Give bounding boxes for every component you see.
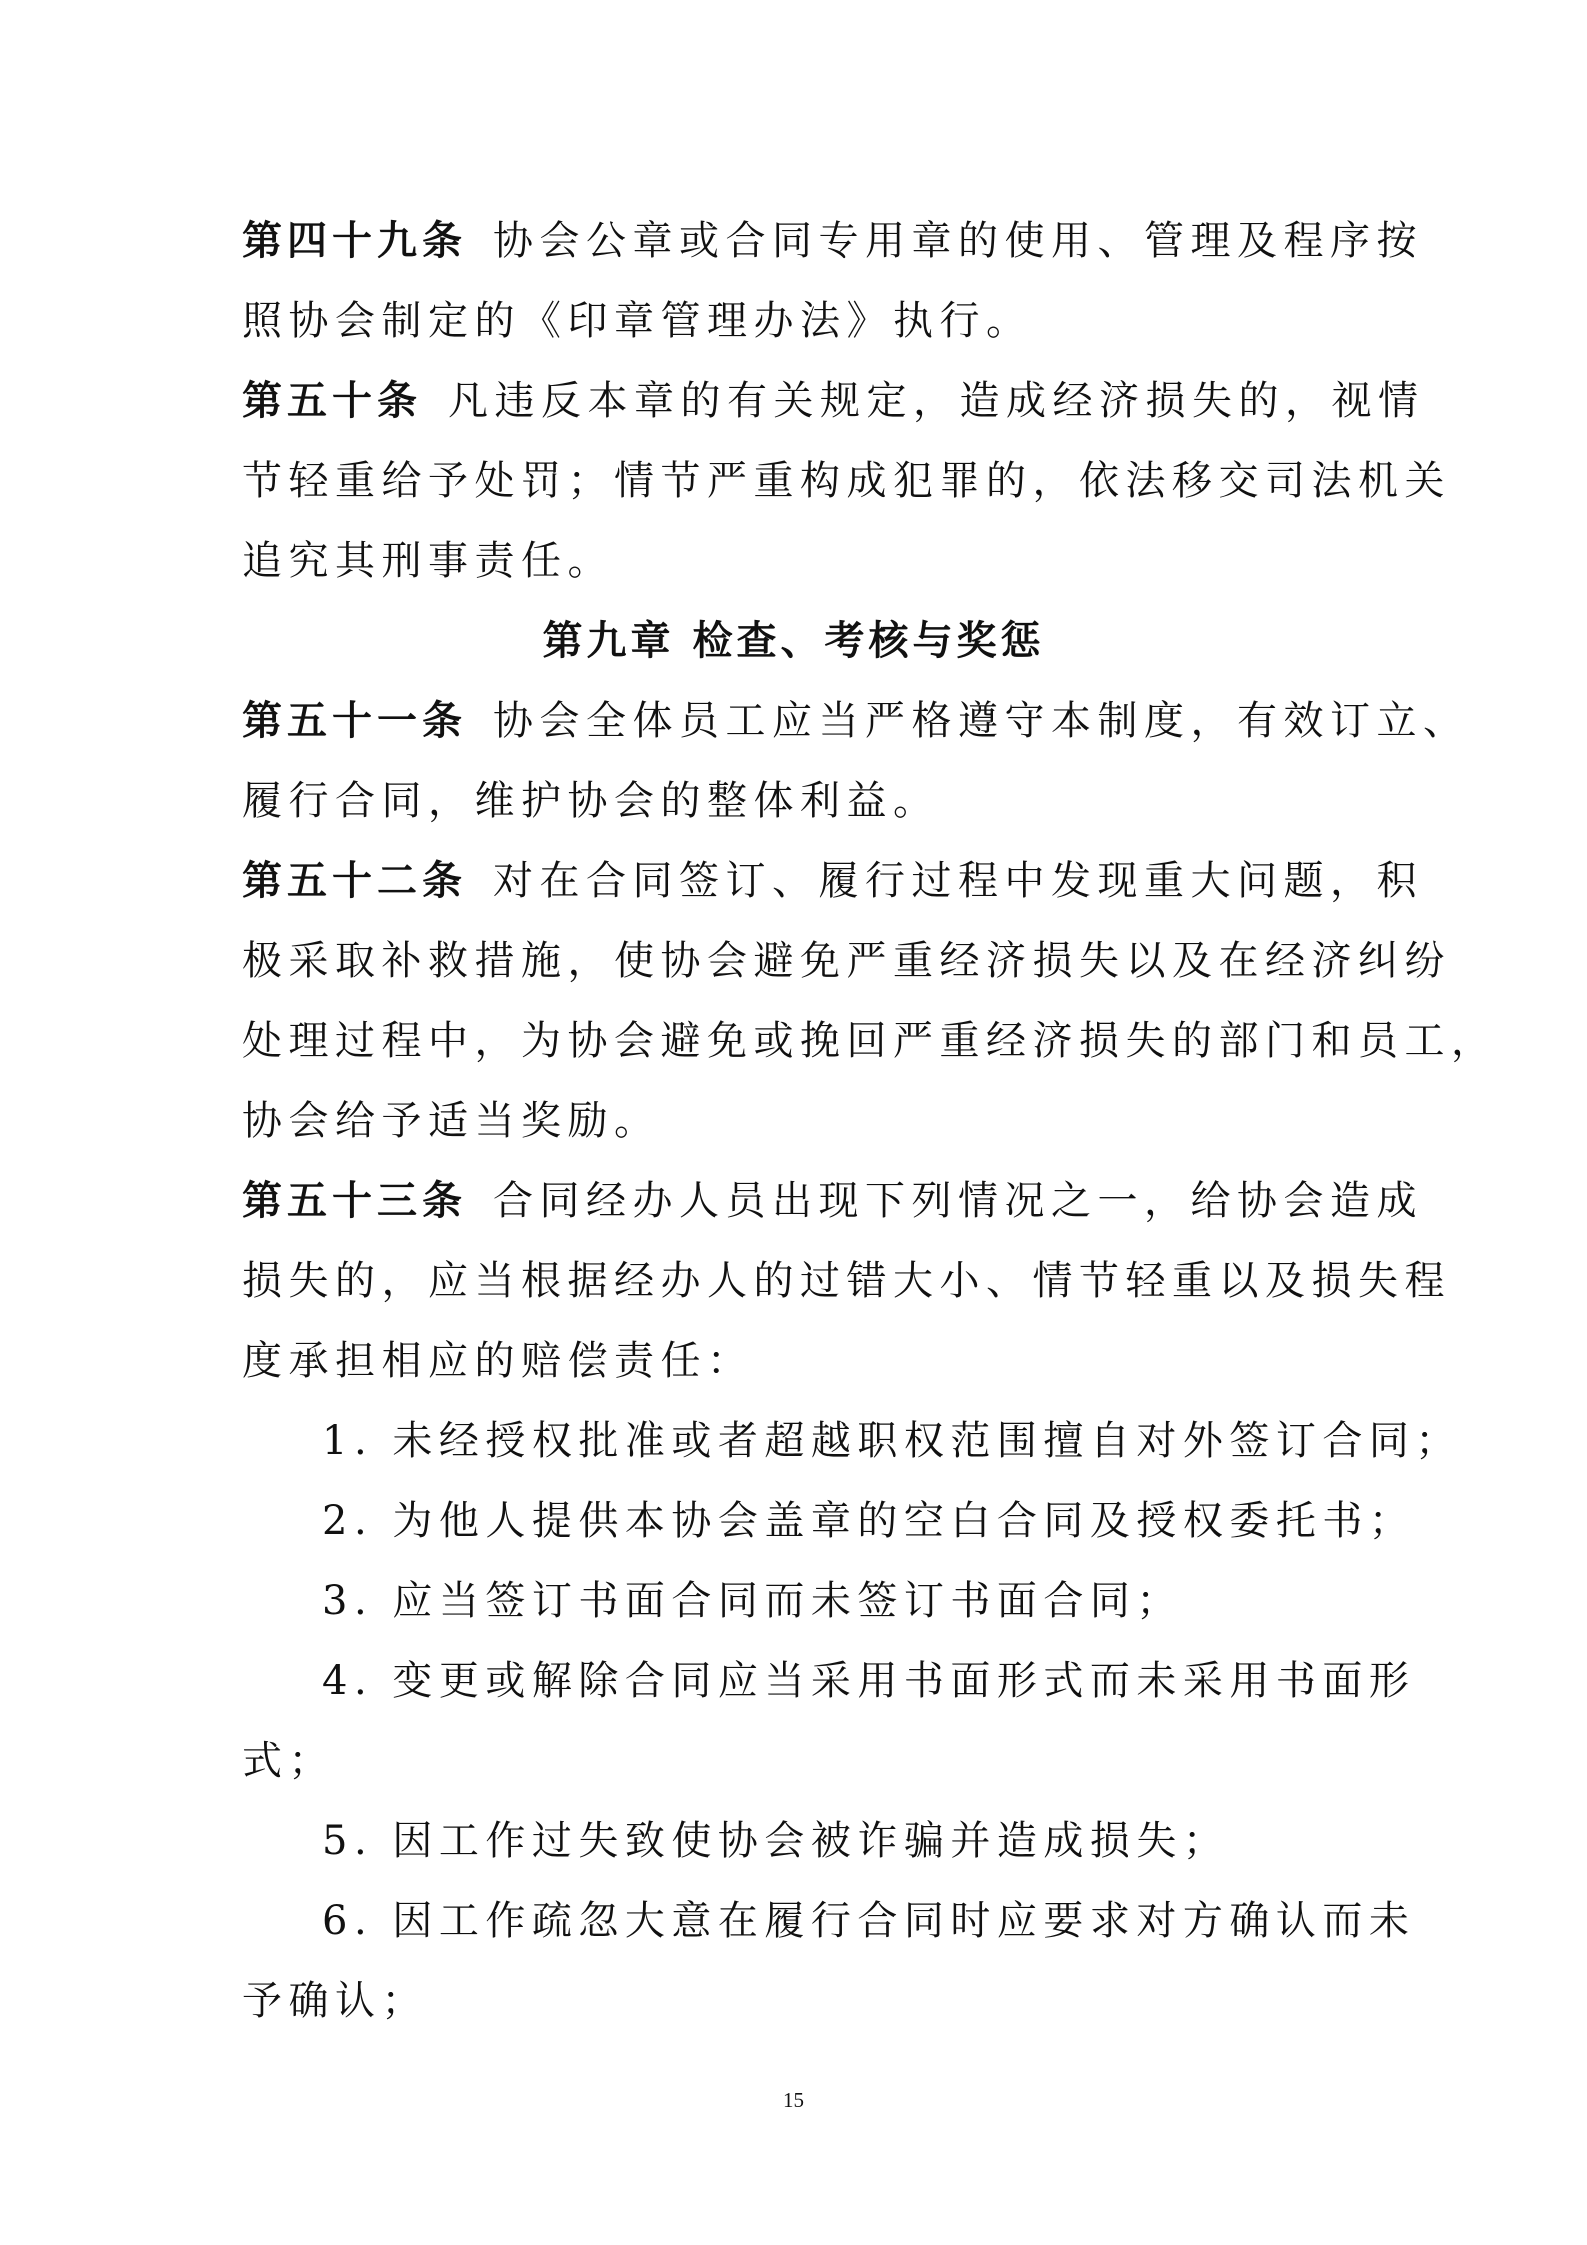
article-51-line-1 bbox=[242, 693, 1470, 749]
article-49-line-1 bbox=[242, 213, 1423, 269]
article-52-number: 第五十二条 bbox=[242, 858, 467, 904]
article-53-line-1 bbox=[242, 1173, 1423, 1229]
page-number: 15 bbox=[783, 2088, 804, 2112]
list-item-4-line-1: 4. 变更或解除合同应当采用书面形式而未采用书面形 bbox=[322, 1658, 1416, 1704]
article-52-line-1 bbox=[242, 853, 1423, 909]
list-item-1: 1. 未经授权批准或者超越职权范围擅自对外签订合同； bbox=[322, 1418, 1462, 1464]
article-51-line-2: 履行合同，维护协会的整体利益。 bbox=[242, 778, 940, 824]
article-49-text-1: 协会公章或合同专用章的使用、管理及程序按 bbox=[493, 218, 1423, 264]
article-50-line-1 bbox=[242, 373, 1425, 429]
article-53-number: 第五十三条 bbox=[242, 1178, 467, 1224]
list-item-6-line-1: 6. 因工作疏忽大意在履行合同时应要求对方确认而未 bbox=[322, 1898, 1416, 1944]
article-49-line-2: 照协会制定的《印章管理办法》执行。 bbox=[242, 298, 1033, 344]
article-51-number: 第五十一条 bbox=[242, 698, 467, 744]
chapter-9-title: 第九章 检查、考核与奖惩 bbox=[542, 618, 1045, 664]
article-52-text-1: 对在合同签订、履行过程中发现重大问题，积 bbox=[493, 858, 1423, 904]
article-53-line-3: 度承担相应的赔偿责任： bbox=[242, 1338, 754, 1384]
article-50-text-1: 凡违反本章的有关规定，造成经济损失的，视情 bbox=[448, 378, 1425, 424]
article-50-number: 第五十条 bbox=[242, 378, 422, 424]
article-52-line-3: 处理过程中，为协会避免或挽回严重经济损失的部门和员工， bbox=[242, 1018, 1498, 1064]
article-51-text-1: 协会全体员工应当严格遵守本制度，有效订立、 bbox=[493, 698, 1470, 744]
list-item-5: 5. 因工作过失致使协会被诈骗并造成损失； bbox=[322, 1818, 1230, 1864]
list-item-6-line-2: 予确认； bbox=[242, 1978, 428, 2024]
article-49-number: 第四十九条 bbox=[242, 218, 467, 264]
article-52-line-2: 极采取补救措施，使协会避免严重经济损失以及在经济纠纷 bbox=[242, 938, 1451, 984]
article-50-line-3: 追究其刑事责任。 bbox=[242, 538, 614, 584]
list-item-2: 2. 为他人提供本协会盖章的空白合同及授权委托书； bbox=[322, 1498, 1416, 1544]
article-53-text-1: 合同经办人员出现下列情况之一，给协会造成 bbox=[493, 1178, 1423, 1224]
list-item-4-line-2: 式； bbox=[242, 1738, 335, 1784]
article-53-line-2: 损失的，应当根据经办人的过错大小、情节轻重以及损失程 bbox=[242, 1258, 1451, 1304]
article-50-line-2: 节轻重给予处罚；情节严重构成犯罪的，依法移交司法机关 bbox=[242, 458, 1451, 504]
article-52-line-4: 协会给予适当奖励。 bbox=[242, 1098, 661, 1144]
list-item-3: 3. 应当签订书面合同而未签订书面合同； bbox=[322, 1578, 1183, 1624]
